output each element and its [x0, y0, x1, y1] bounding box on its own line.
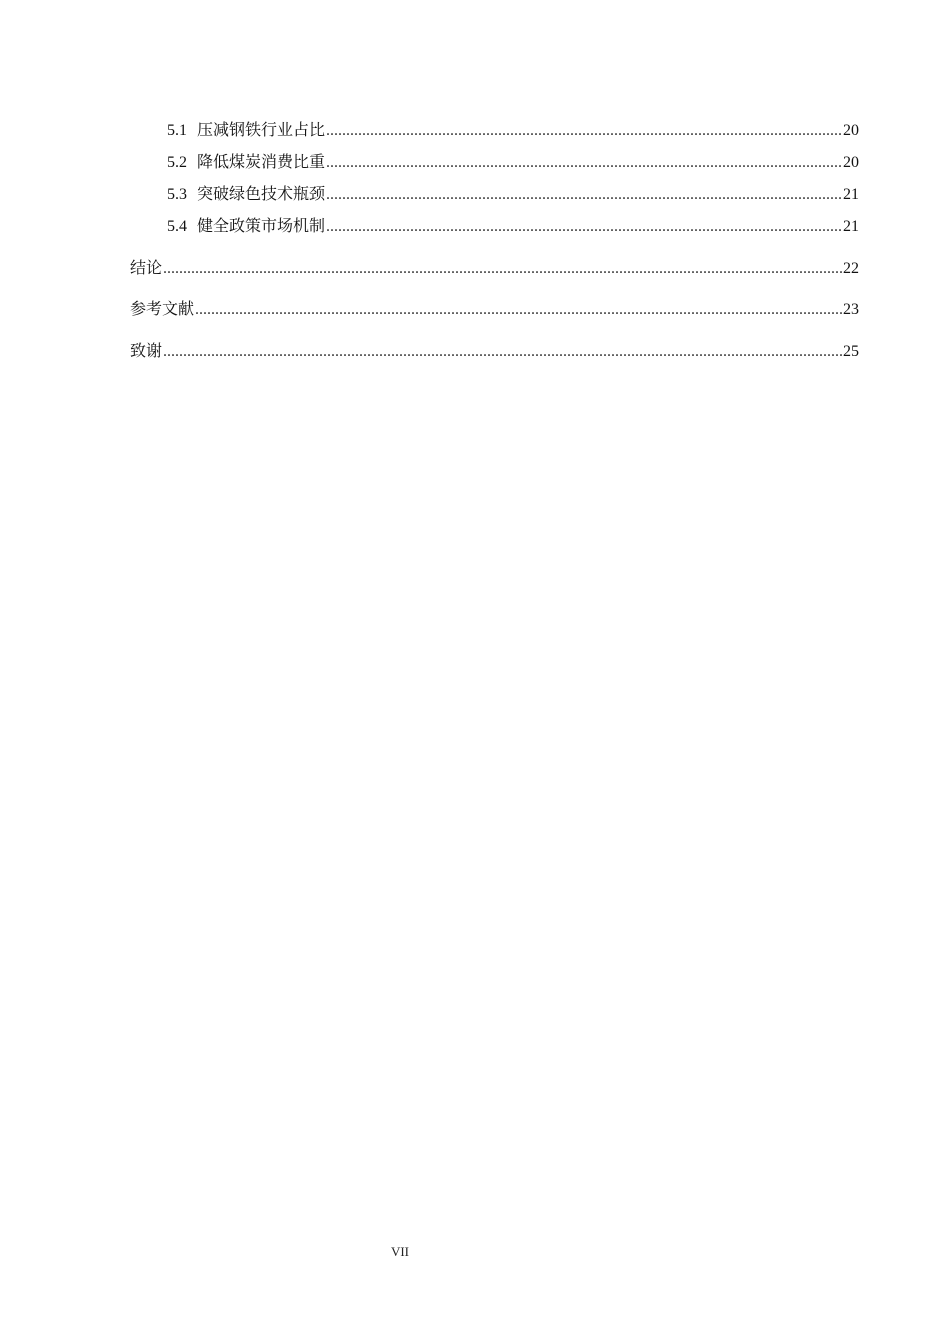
toc-entry-5-4[interactable]: [167, 215, 859, 237]
toc-entry-number: 5.4: [167, 218, 187, 235]
toc-dot-leader: [163, 258, 842, 279]
table-of-contents: [0, 0, 950, 400]
toc-entry-title: 结论: [130, 258, 163, 277]
toc-entry-title: 降低煤炭消费比重: [197, 152, 326, 171]
toc-dot-leader: [163, 341, 842, 362]
toc-entry-page: 20: [843, 122, 859, 139]
toc-entry-page: 21: [843, 218, 859, 235]
toc-entry-5-2[interactable]: [167, 151, 859, 173]
toc-entry-title: 参考文献: [130, 299, 195, 318]
toc-dot-leader: [326, 184, 842, 205]
toc-entry-number: 5.1: [167, 122, 187, 139]
toc-entry-page: 21: [843, 186, 859, 203]
toc-dot-leader: [326, 152, 842, 173]
toc-entry-title: 健全政策市场机制: [197, 216, 326, 235]
toc-entry-page: 22: [843, 260, 859, 277]
toc-entry-conclusion[interactable]: [130, 257, 859, 279]
page-number: VII: [390, 1244, 410, 1259]
toc-entry-page: 25: [843, 343, 859, 360]
toc-entry-title: 突破绿色技术瓶颈: [197, 184, 326, 203]
toc-entry-page: 23: [843, 301, 859, 318]
toc-dot-leader: [195, 299, 842, 320]
toc-entry-5-1[interactable]: [167, 119, 859, 141]
toc-dot-leader: [326, 120, 842, 141]
toc-entry-title: 致谢: [130, 341, 163, 360]
toc-entry-number: 5.2: [167, 154, 187, 171]
toc-dot-leader: [326, 216, 842, 237]
toc-entry-references[interactable]: [130, 298, 859, 320]
toc-entry-title: 压减钢铁行业占比: [197, 120, 326, 139]
toc-entry-5-3[interactable]: [167, 183, 859, 205]
toc-entry-number: 5.3: [167, 186, 187, 203]
toc-entry-page: 20: [843, 154, 859, 171]
toc-entry-acknowledgements[interactable]: [130, 340, 859, 362]
